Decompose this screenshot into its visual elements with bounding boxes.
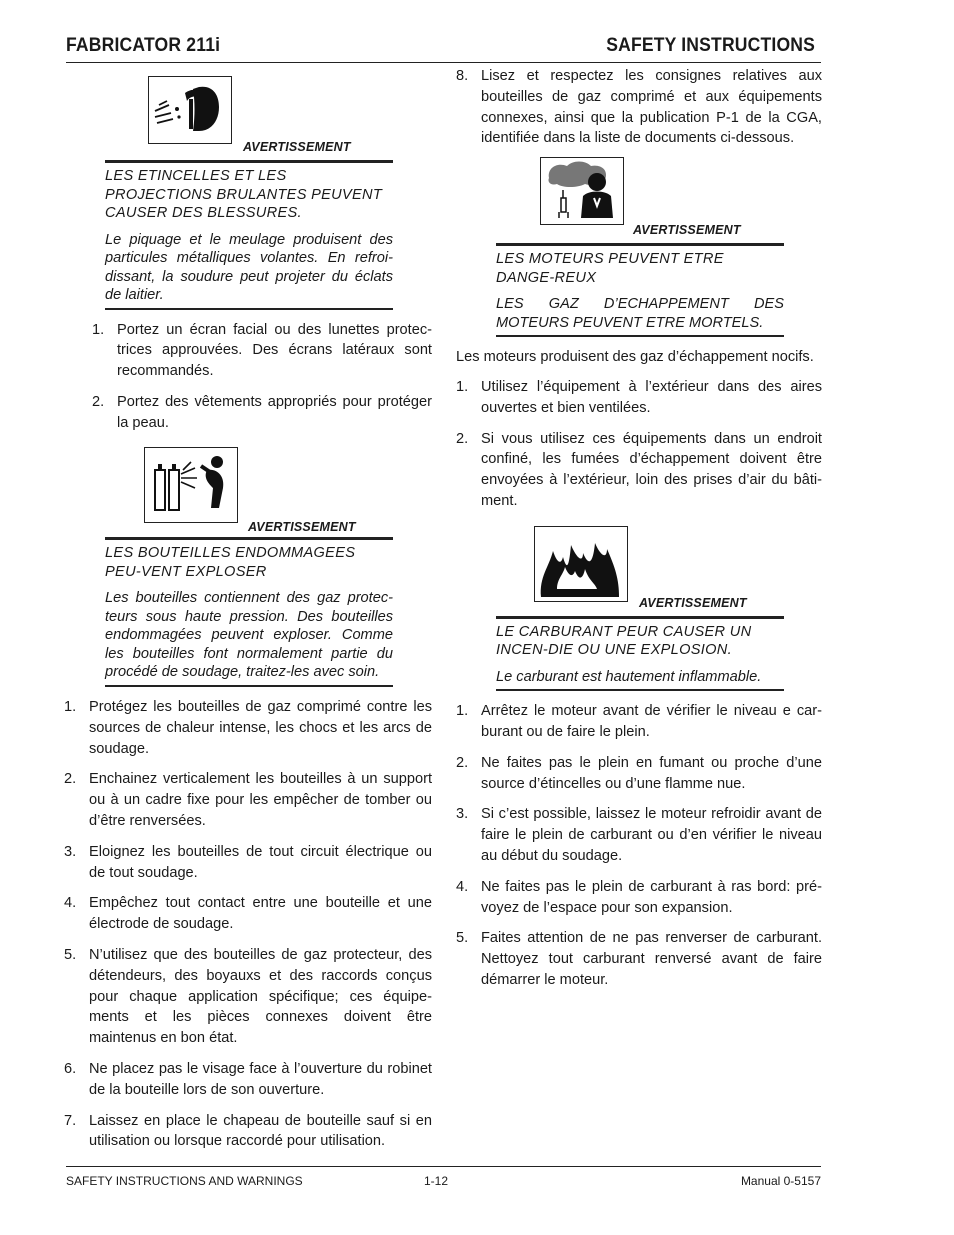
engine-instructions-list [456,377,822,512]
right-column [456,66,822,1001]
warning-body [496,619,784,692]
footer-section: SAFETY INSTRUCTIONS AND WARNINGS [66,1174,303,1188]
warning-body [496,246,784,337]
warning-engines [496,155,784,337]
warning-label: AVERTISSEMENT [639,595,747,610]
engine-exhaust-icon [540,157,624,225]
page-number: 1-12 [424,1174,449,1188]
section-title: SAFETY INSTRUCTIONS [606,34,815,56]
left-column [64,70,432,1162]
warning-title: LES BOUTEILLES ENDOMMAGEES PEU-VENT EXPLOSER [105,545,356,580]
sparks-instructions-list [92,320,432,434]
list-item: 3. Eloignez les bouteilles de tout circuit électrique ou de tout soudage. [64,843,432,881]
warning-text: LES GAZ D’ECHAPPEMENT DES MOTEURS PEUVENT ETRE MORTELS. [496,296,784,331]
manual-number: Manual 0-5157 [740,1174,821,1188]
warning-sparks [105,70,393,310]
face-shield-sparks-icon [148,76,232,144]
warning-title: LE CARBURANT PEUR CAUSER UN INCEN-DIE OU UNE EXPLOSION. [496,623,752,659]
list-item: 7. Laissez en place le chapeau de bouteille sauf si en utilisation ou lorsque raccordé pour utilisation. [64,1112,432,1150]
list-item: 2. Si vous utilisez ces équipements dans un endroit confiné, les fumées d’échappement doivent être envoyées à l’extérieur, loin des prises d’air du bâti-ment. [456,430,822,509]
list-item: 1. Utilisez l’équipement à l’extérieur dans des aires ouvertes et bien ventilées. [456,378,822,416]
warning-label: AVERTISSEMENT [633,223,741,238]
warning-text: Le carburant est hautement inflammable. [496,668,762,685]
warning-cylinders [105,437,393,687]
fire-flame-icon [534,526,628,602]
warning-title: LES ETINCELLES ET LES PROJECTIONS BRULANTES PEUVENT CAUSER DES BLESSURES. [105,168,383,221]
list-item: 2. Portez des vêtements appropriés pour protéger la peau. [92,393,432,431]
product-title: FABRICATOR 211i [66,34,221,56]
cylinder-explosion-icon [144,447,238,523]
list-item: 1. Portez un écran facial ou des lunettes protec-trices approuvées. Des écrans latéraux sont recommandés. [92,321,432,380]
warning-label: AVERTISSEMENT [243,140,351,155]
warning-title: LES MOTEURS PEUVENT ETRE DANGE-REUX [496,251,724,286]
warning-body [105,540,393,687]
engines-intro: Les moteurs produisent des gaz d’échappement nocifs. [456,349,814,366]
list-item: 4. Empêchez tout contact entre une bouteille et une électrode de soudage. [64,895,432,933]
list-item: 4. Ne faites pas le plein de carburant à ras bord: pré-voyez de l’espace pour son expansion. [456,878,822,916]
warning-fuel [496,520,784,692]
page-header [66,34,815,64]
cylinder-instructions-continued [456,66,822,149]
warning-label: AVERTISSEMENT [248,519,356,534]
footer-divider [66,1166,821,1167]
list-item: 8. Lisez et respectez les consignes relatives aux bouteilles de gaz comprimé et aux équipements connexes, ainsi que la publication P-1 de la CGA, identifiée dans la liste de documents ci-dessous. [456,68,822,147]
list-item: 1. Arrêtez le moteur avant de vérifier le niveau e car-burant ou de faire le plein. [456,703,822,741]
list-item: 1. Protégez les bouteilles de gaz comprimé contre les sources de chaleur intense, les chocs et les arcs de soudage. [64,698,432,757]
warning-text: Le piquage et le meulage produisent des particules métalliques volantes. En refroi-dissant, la soudure peut projeter du éclats de laitier. [105,231,393,303]
list-item: 3. Si c’est possible, laissez le moteur refroidir avant de faire le plein de carburant ou d’en vérifier le niveau au début du soudage. [456,806,822,865]
header-divider [66,62,821,63]
list-item: 5. Faites attention de ne pas renverser de carburant. Nettoyez tout carburant renversé avant de faire démarrer le moteur. [456,930,822,989]
warning-text: Les bouteilles contiennent des gaz protec-teurs sous haute pression. Des bouteilles endommagées peuvent exploser. Comme les bouteilles font normalement partie du procédé de soudage, traitez-les avec soin. [105,590,393,681]
list-item: 6. Ne placez pas le visage face à l’ouverture du robinet de la bouteille lors de son ouverture. [64,1060,432,1098]
fuel-instructions-list [456,701,822,991]
list-item: 5. N’utilisez que des bouteilles de gaz protecteur, des détendeurs, des boyauxs et des raccords conçus pour chaque application spécifique; ces équipe-ments et les pièces connexes doivent être maintenus en bon état. [64,946,432,1047]
list-item: 2. Enchainez verticalement les bouteilles à un support ou à un cadre fixe pour les empêcher de tomber ou d’être renversées. [64,771,432,829]
warning-body [105,163,393,310]
list-item: 2. Ne faites pas le plein en fumant ou proche d’une source d’étincelles ou d’une flamme nue. [456,754,822,792]
cylinder-instructions-list [64,697,432,1152]
